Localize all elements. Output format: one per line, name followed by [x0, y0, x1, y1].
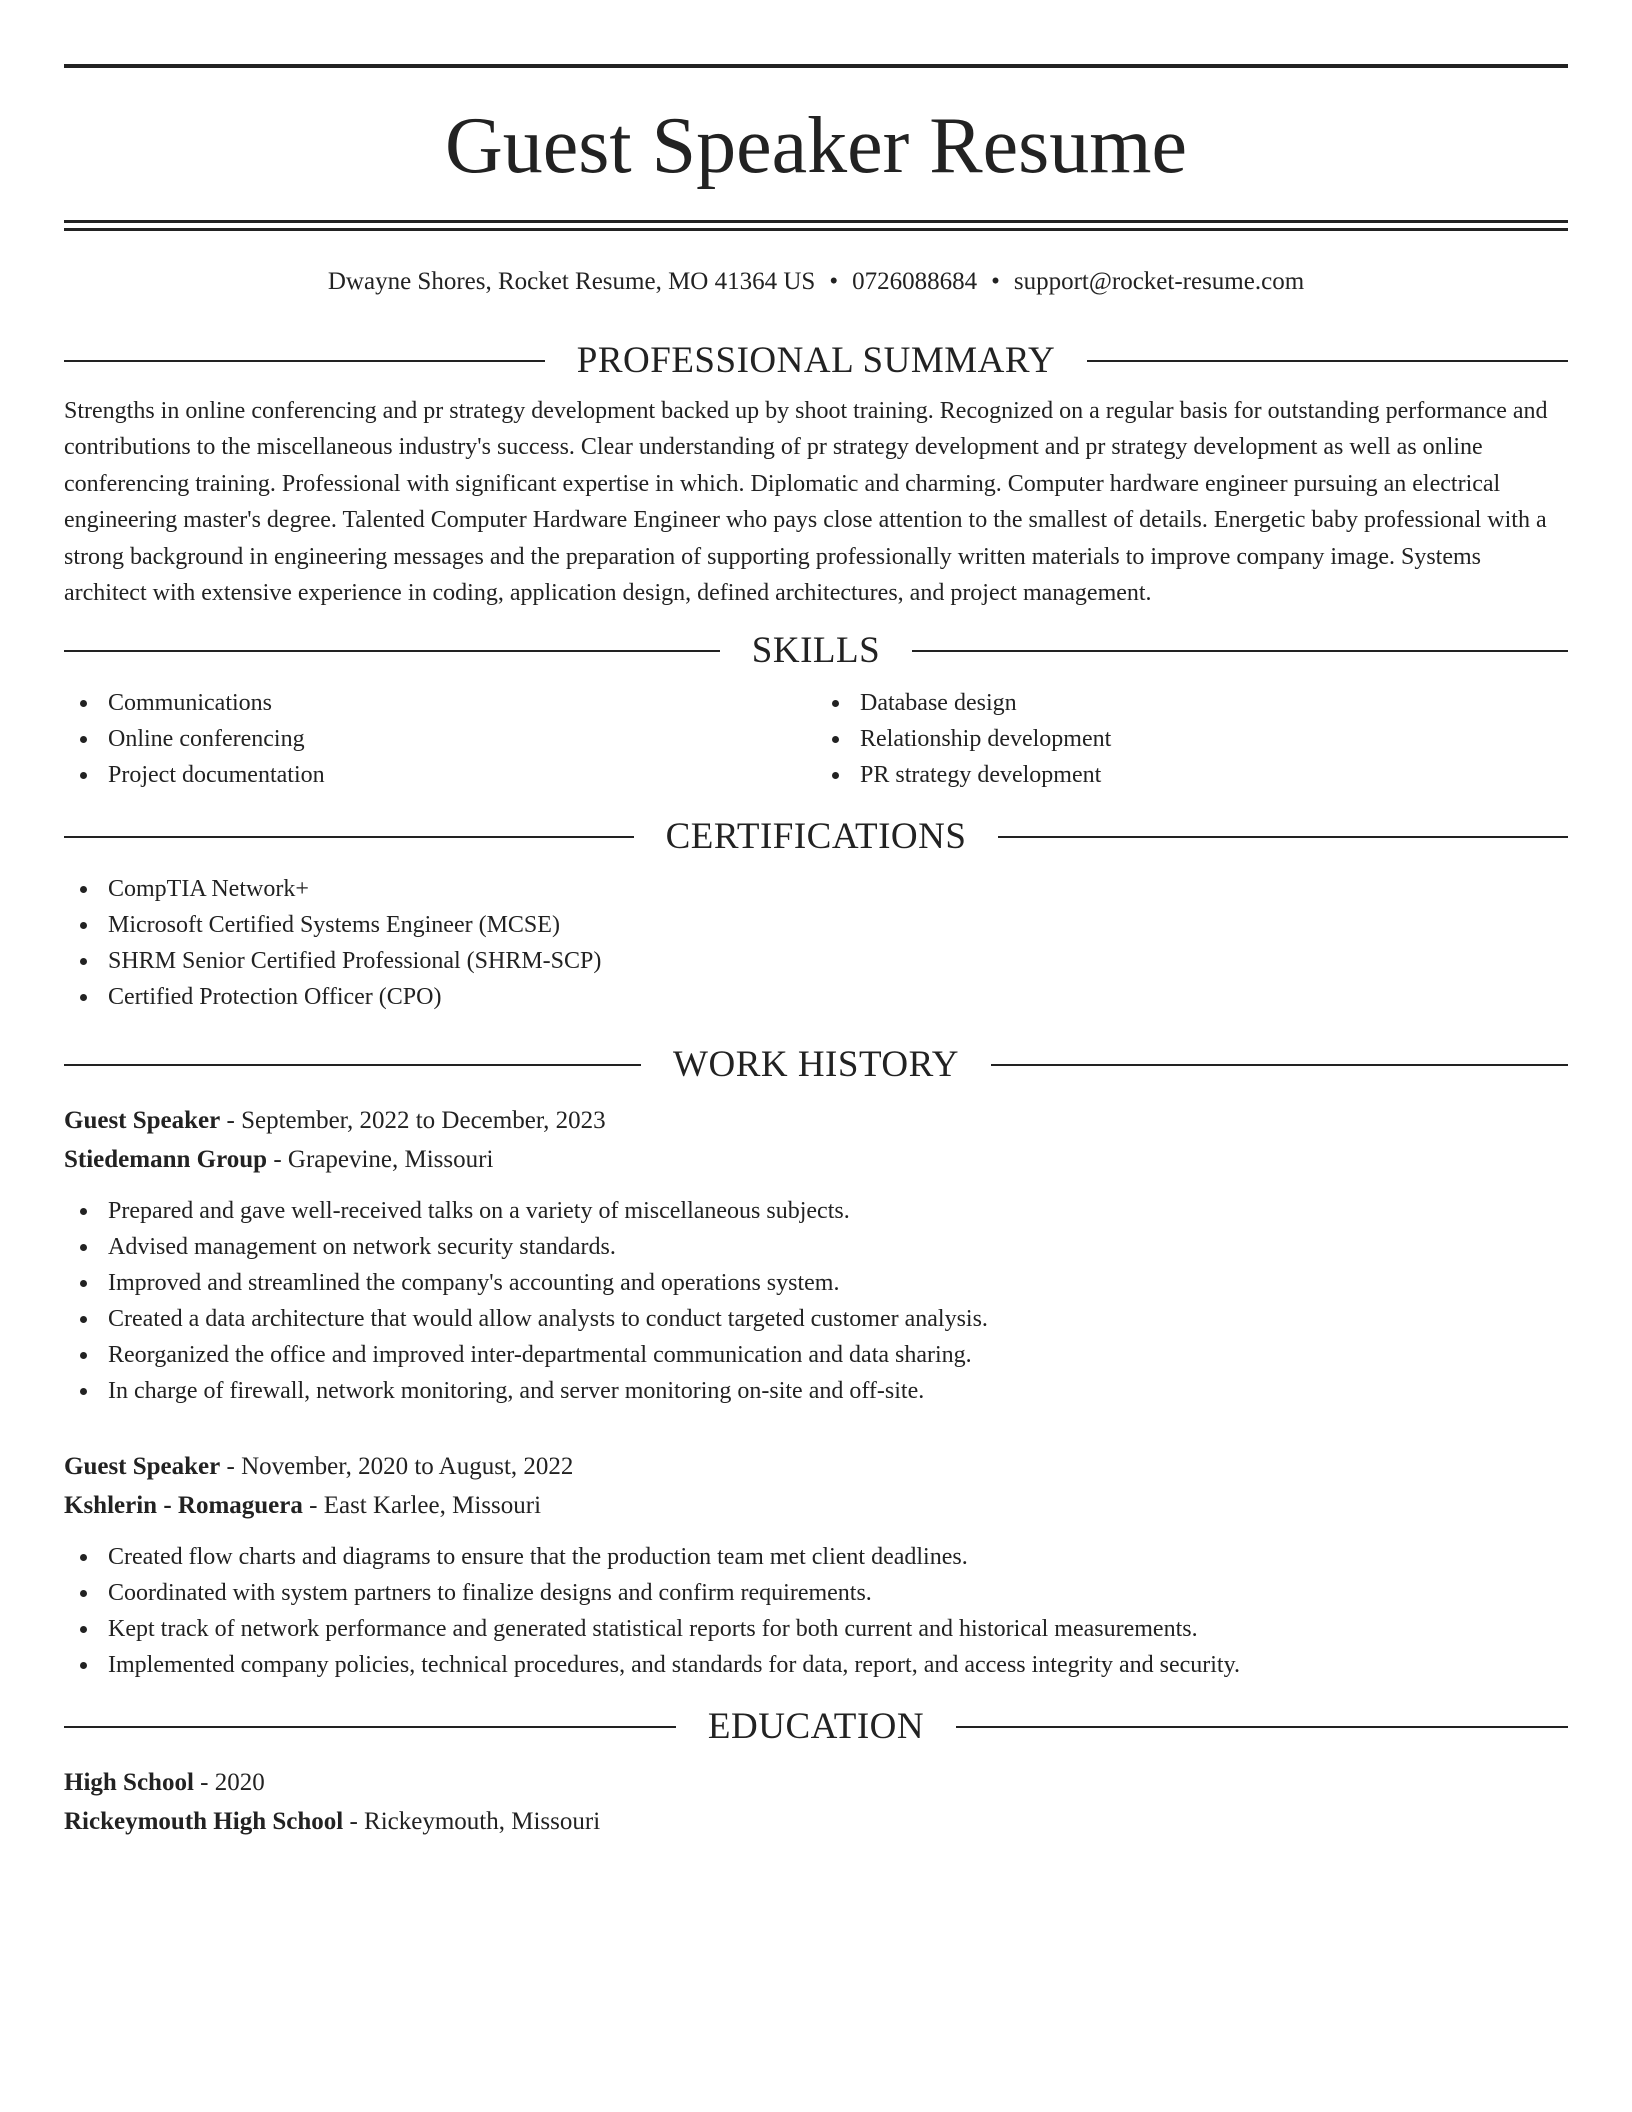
- summary-text: Strengths in online conferencing and pr strategy development backed up by shoot training. Recognized on a regular basis for outstanding performance and contributions to the miscellaneous industry's success. Clear understanding of pr strategy development and pr strategy development as well as online conferencing training. Professional with significant expertise in which. Diplomatic and charming. Computer hardware engineer pursuing an electrical engineering master's degree. Talented Computer Hardware Engineer who pays close attention to the smallest of details. Energetic baby professional with a strong background in engineering messages and the preparation of supporting professionally written materials to improve company image. Systems architect with extensive experience in coding, application design, defined architectures, and project management.: [64, 398, 1548, 607]
- skills-column-right: [816, 685, 1568, 793]
- education-entry: [64, 1763, 1568, 1841]
- job-bullet: In charge of firewall, network monitoring, and server monitoring on-site and off-site.: [64, 1373, 1568, 1409]
- job-bullet: Reorganized the office and improved inter-departmental communication and data sharing.: [64, 1337, 1568, 1373]
- job-bullet: Kept track of network performance and generated statistical reports for both current and historical measurements.: [64, 1611, 1568, 1647]
- dash: -: [349, 1808, 358, 1836]
- section-title: PROFESSIONAL SUMMARY: [576, 340, 1056, 381]
- job-company-line: [64, 1140, 1568, 1179]
- education-degree: High School: [64, 1769, 194, 1797]
- top-rule: [64, 64, 1568, 68]
- section-title: WORK HISTORY: [673, 1044, 959, 1086]
- job-entry: [64, 1447, 1568, 1683]
- job-bullets: [64, 1539, 1568, 1683]
- heading-rule: [1087, 360, 1568, 362]
- job-bullet: Advised management on network security standards.: [64, 1229, 1568, 1265]
- heading-rule: [912, 650, 1568, 652]
- job-bullet: Created a data architecture that would allow analysts to conduct targeted customer analysis.: [64, 1301, 1568, 1337]
- heading-rule: [991, 1064, 1568, 1066]
- skill-item: PR strategy development: [816, 757, 1568, 793]
- contact-address: Dwayne Shores, Rocket Resume, MO 41364 US: [327, 268, 816, 295]
- job-entry: [64, 1101, 1568, 1409]
- certifications-list: [64, 871, 1568, 1015]
- skill-item: Relationship development: [816, 721, 1568, 757]
- skill-item: Project documentation: [64, 757, 816, 793]
- work-section-heading: [64, 1043, 1568, 1087]
- dash: -: [226, 1107, 235, 1135]
- job-dates: September, 2022 to December, 2023: [241, 1107, 606, 1135]
- section-title: CERTIFICATIONS: [665, 816, 967, 858]
- certification-item: Microsoft Certified Systems Engineer (MCSE): [64, 907, 1568, 943]
- job-bullets: [64, 1193, 1568, 1409]
- resume-title: Guest Speaker Resume: [444, 102, 1188, 190]
- job-bullet: Prepared and gave well-received talks on a variety of miscellaneous subjects.: [64, 1193, 1568, 1229]
- certification-item: SHRM Senior Certified Professional (SHRM-SCP): [64, 943, 1568, 979]
- section-title: SKILLS: [751, 630, 881, 672]
- contact-separator: •: [829, 268, 839, 295]
- skills-section-heading: [64, 629, 1568, 673]
- dash: -: [273, 1146, 282, 1174]
- education-year: 2020: [214, 1769, 265, 1797]
- job-location: East Karlee, Missouri: [323, 1492, 542, 1520]
- summary-section-heading: [64, 339, 1568, 383]
- contact-email: support@rocket-resume.com: [1013, 268, 1305, 295]
- job-title-line: [64, 1101, 1568, 1140]
- dash: -: [200, 1769, 209, 1797]
- job-bullet: Improved and streamlined the company's accounting and operations system.: [64, 1265, 1568, 1301]
- education-location: Rickeymouth, Missouri: [364, 1808, 601, 1836]
- heading-rule: [956, 1726, 1568, 1728]
- heading-rule: [998, 836, 1568, 838]
- dash: -: [309, 1492, 318, 1520]
- heading-rule: [64, 650, 720, 652]
- heading-rule: [64, 1726, 676, 1728]
- job-title-line: [64, 1447, 1568, 1486]
- job-bullet: Implemented company policies, technical procedures, and standards for data, report, and access integrity and security.: [64, 1647, 1568, 1683]
- job-bullet: Coordinated with system partners to finalize designs and confirm requirements.: [64, 1575, 1568, 1611]
- job-bullet: Created flow charts and diagrams to ensure that the production team met client deadlines.: [64, 1539, 1568, 1575]
- job-company: Stiedemann Group: [64, 1146, 268, 1174]
- contact-separator: •: [991, 268, 1000, 295]
- heading-rule: [64, 1064, 641, 1066]
- section-title: EDUCATION: [707, 1706, 925, 1748]
- title-rule: [64, 220, 1568, 223]
- certification-item: Certified Protection Officer (CPO): [64, 979, 1568, 1015]
- skill-item: Online conferencing: [64, 721, 816, 757]
- job-company-line: [64, 1486, 1568, 1525]
- certification-item: CompTIA Network+: [64, 871, 1568, 907]
- heading-rule: [64, 360, 545, 362]
- skills-list: [64, 685, 1568, 793]
- education-school: Rickeymouth High School: [64, 1808, 344, 1836]
- heading-rule: [64, 836, 634, 838]
- skill-item: Communications: [64, 685, 816, 721]
- contact-line: [64, 267, 1568, 297]
- education-school-line: [64, 1802, 1568, 1841]
- skill-item: Database design: [816, 685, 1568, 721]
- education-degree-line: [64, 1763, 1568, 1802]
- job-dates: November, 2020 to August, 2022: [241, 1453, 574, 1481]
- title-rule: [64, 228, 1568, 231]
- contact-phone: 0726088684: [852, 268, 978, 295]
- skills-column-left: [64, 685, 816, 793]
- job-company: Kshlerin - Romaguera: [64, 1492, 303, 1520]
- dash: -: [226, 1453, 235, 1481]
- job-title: Guest Speaker: [64, 1107, 221, 1135]
- certifications-section-heading: [64, 815, 1568, 859]
- job-location: Grapevine, Missouri: [287, 1146, 494, 1174]
- job-title: Guest Speaker: [64, 1453, 221, 1481]
- education-section-heading: [64, 1705, 1568, 1749]
